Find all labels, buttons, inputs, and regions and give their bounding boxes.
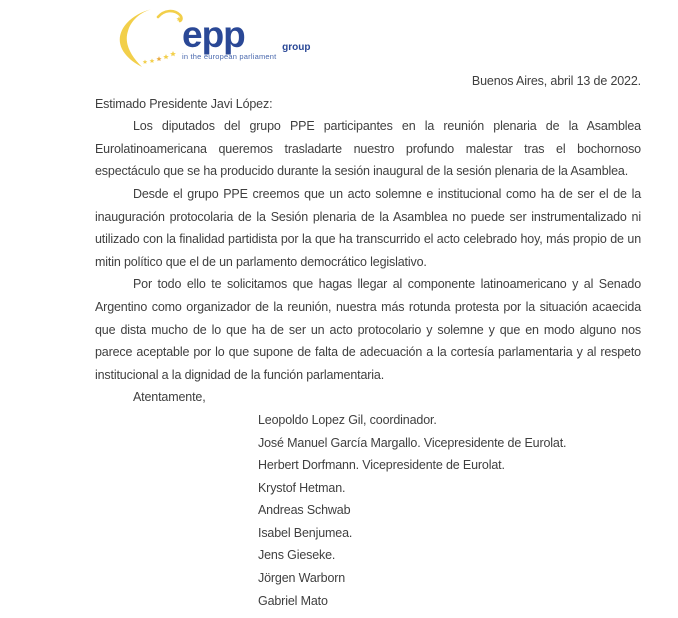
epp-group-label: group bbox=[282, 42, 311, 53]
epp-heart-icon bbox=[112, 6, 186, 70]
signature-item: Jens Gieseke. bbox=[258, 548, 336, 563]
signature-item: José Manuel García Margallo. Vicepresidente de Eurolat. bbox=[258, 435, 567, 450]
letter-body bbox=[95, 70, 641, 612]
salutation: Estimado Presidente Javi López: bbox=[95, 96, 273, 111]
date-line: Buenos Aires, abril 13 de 2022. bbox=[471, 74, 641, 88]
signature-item: Jörgen Warborn bbox=[258, 571, 346, 586]
signature-item: Krystof Hetman. bbox=[258, 480, 346, 495]
signature-item: Gabriel Mato bbox=[258, 593, 328, 608]
signature-item: Herbert Dorfmann. Vicepresidente de Eurolat. bbox=[258, 458, 505, 473]
signature-list bbox=[258, 409, 641, 612]
closing: Atentamente, bbox=[133, 390, 206, 405]
paragraph-3: Por todo ello te solicitamos que hagas llegar al componente latinoamericano y al Senado Argentino como organizador de la reunión, nuestra más rotunda protesta por la situación acaecida que dista mucho de lo que ha de ser un acto protocolario y solemne y que en modo alguno nos parece aceptable por lo que supone de falta de adecuación a la cortesía parlamentaria y al respeto institucional a la dignidad de la función parlamentaria. bbox=[95, 277, 641, 382]
epp-tagline: in the european parliament bbox=[182, 52, 277, 61]
signature-item: Leopoldo Lopez Gil, coordinador. bbox=[258, 412, 437, 427]
paragraph-2: Desde el grupo PPE creemos que un acto solemne e institucional como ha de ser el de la inauguración protocolaria de la Sesión plenaria de la Asamblea no puede ser instrumentalizado ni utilizado con la finalidad partidista por la que ha transcurrido el acto celebrado hoy, más propio de un mitin político que el de un parlamento democrático legislativo. bbox=[95, 186, 641, 269]
epp-logo-text bbox=[182, 14, 311, 61]
paragraph-1: Los diputados del grupo PPE participantes en la reunión plenaria de la Asamblea Eurolatinoamericana queremos trasladarte nuestro profundo malestar tras el bochornoso espectáculo que se ha producido durante la sesión inaugural de la sesión plenaria de la Asamblea. bbox=[95, 119, 641, 179]
signature-item: Andreas Schwab bbox=[258, 503, 351, 518]
epp-wordmark: epp bbox=[182, 14, 245, 55]
signature-item: Isabel Benjumea. bbox=[258, 525, 353, 540]
epp-logo bbox=[112, 6, 311, 70]
